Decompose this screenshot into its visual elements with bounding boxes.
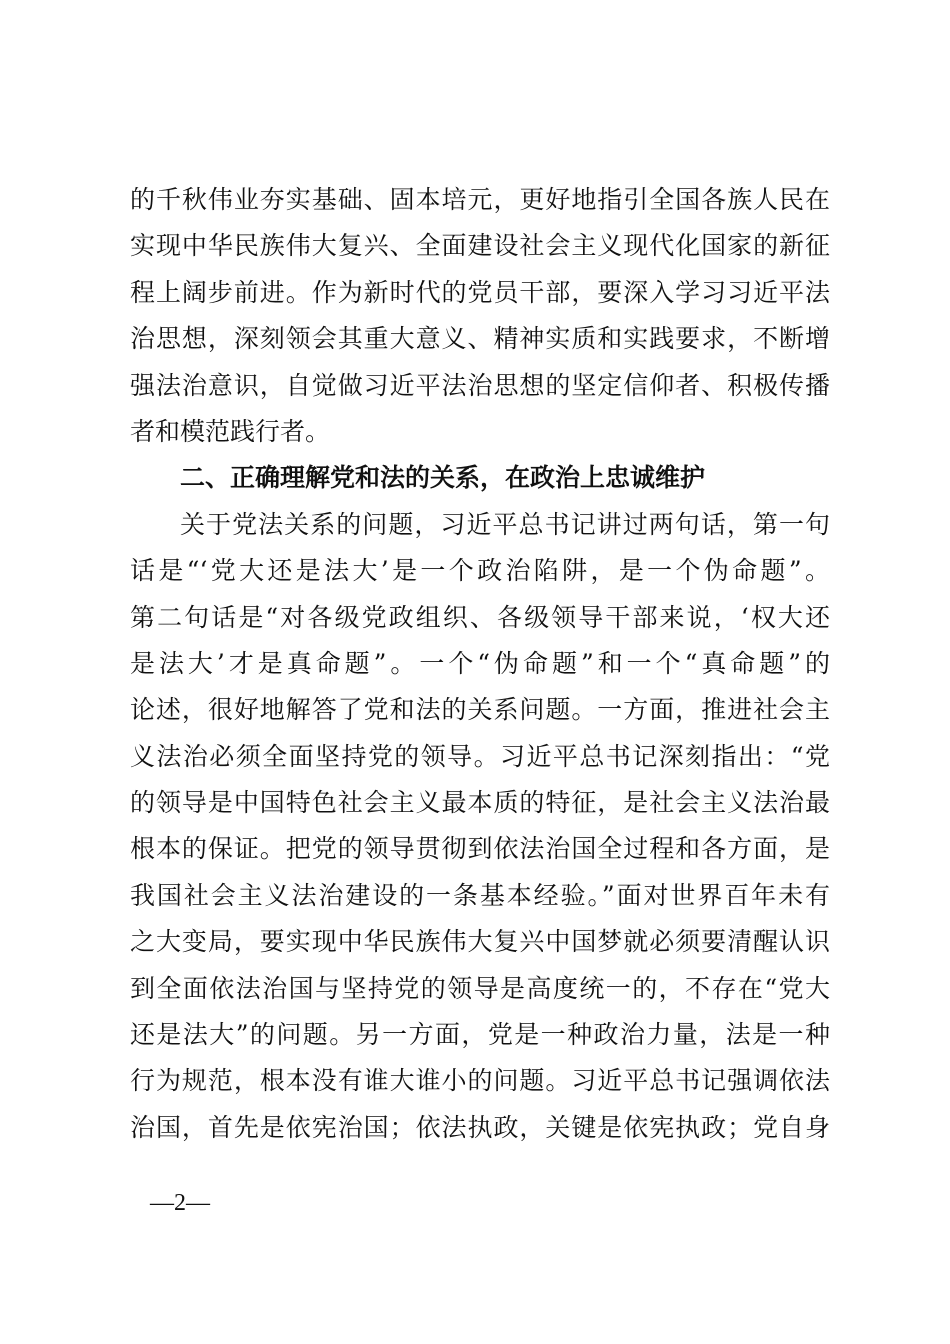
text-line: 义法治必须全面坚持党的领导。习近平总书记深刻指出：“党 [130,741,830,771]
text-line: 实现中华民族伟大复兴、全面建设社会主义现代化国家的新征 [130,231,830,261]
text-line: 的千秋伟业夯实基础、固本培元，更好地指引全国各族人民在 [130,185,830,214]
text-line: 关于党法关系的问题，习近平总书记讲过两句话，第一句 [180,509,830,539]
text-line: 的领导是中国特色社会主义最本质的特征，是社会主义法治最 [130,788,830,818]
text-line: 行为规范，根本没有谁大谁小的问题。习近平总书记强调依法 [130,1066,830,1096]
text-line: 之大变局，要实现中华民族伟大复兴中国梦就必须要清醒认识 [130,927,830,957]
text-line: 第二句话是“对各级党政组织、各级领导干部来说，‘权大还 [130,602,830,632]
text-line: 治国，首先是依宪治国；依法执政，关键是依宪执政；党自身 [130,1112,830,1142]
text-line: 话是“‘党大还是法大’是一个政治陷阱，是一个伪命题”。 [130,556,830,586]
paragraph-2 [130,502,830,1151]
text-line: 根本的保证。把党的领导贯彻到依法治国全过程和各方面，是 [130,834,830,864]
text-line: 我国社会主义法治建设的一条基本经验。”面对世界百年未有 [130,880,830,910]
section-heading: 二、正确理解党和法的关系，在政治上忠诚维护 [180,463,706,493]
text-line: 是法大’才是真命题”。一个“伪命题”和一个“真命题”的 [130,648,830,678]
text-line: 治思想，深刻领会其重大意义、精神实质和实践要求，不断增 [130,324,830,354]
paragraph-1 [130,177,830,455]
text-line: 程上阔步前进。作为新时代的党员干部，要深入学习习近平法 [130,277,830,307]
document-page-body [130,177,830,1151]
text-line: 强法治意识，自觉做习近平法治思想的坚定信仰者、积极传播 [130,370,830,400]
text-line: 到全面依法治国与坚持党的领导是高度统一的，不存在“党大 [130,973,830,1003]
text-line: 者和模范践行者。 [130,416,331,446]
text-line: 论述，很好地解答了党和法的关系问题。一方面，推进社会主 [130,695,830,725]
page-number: —2— [150,1190,210,1216]
text-line: 还是法大”的问题。另一方面，党是一种政治力量，法是一种 [130,1020,830,1050]
